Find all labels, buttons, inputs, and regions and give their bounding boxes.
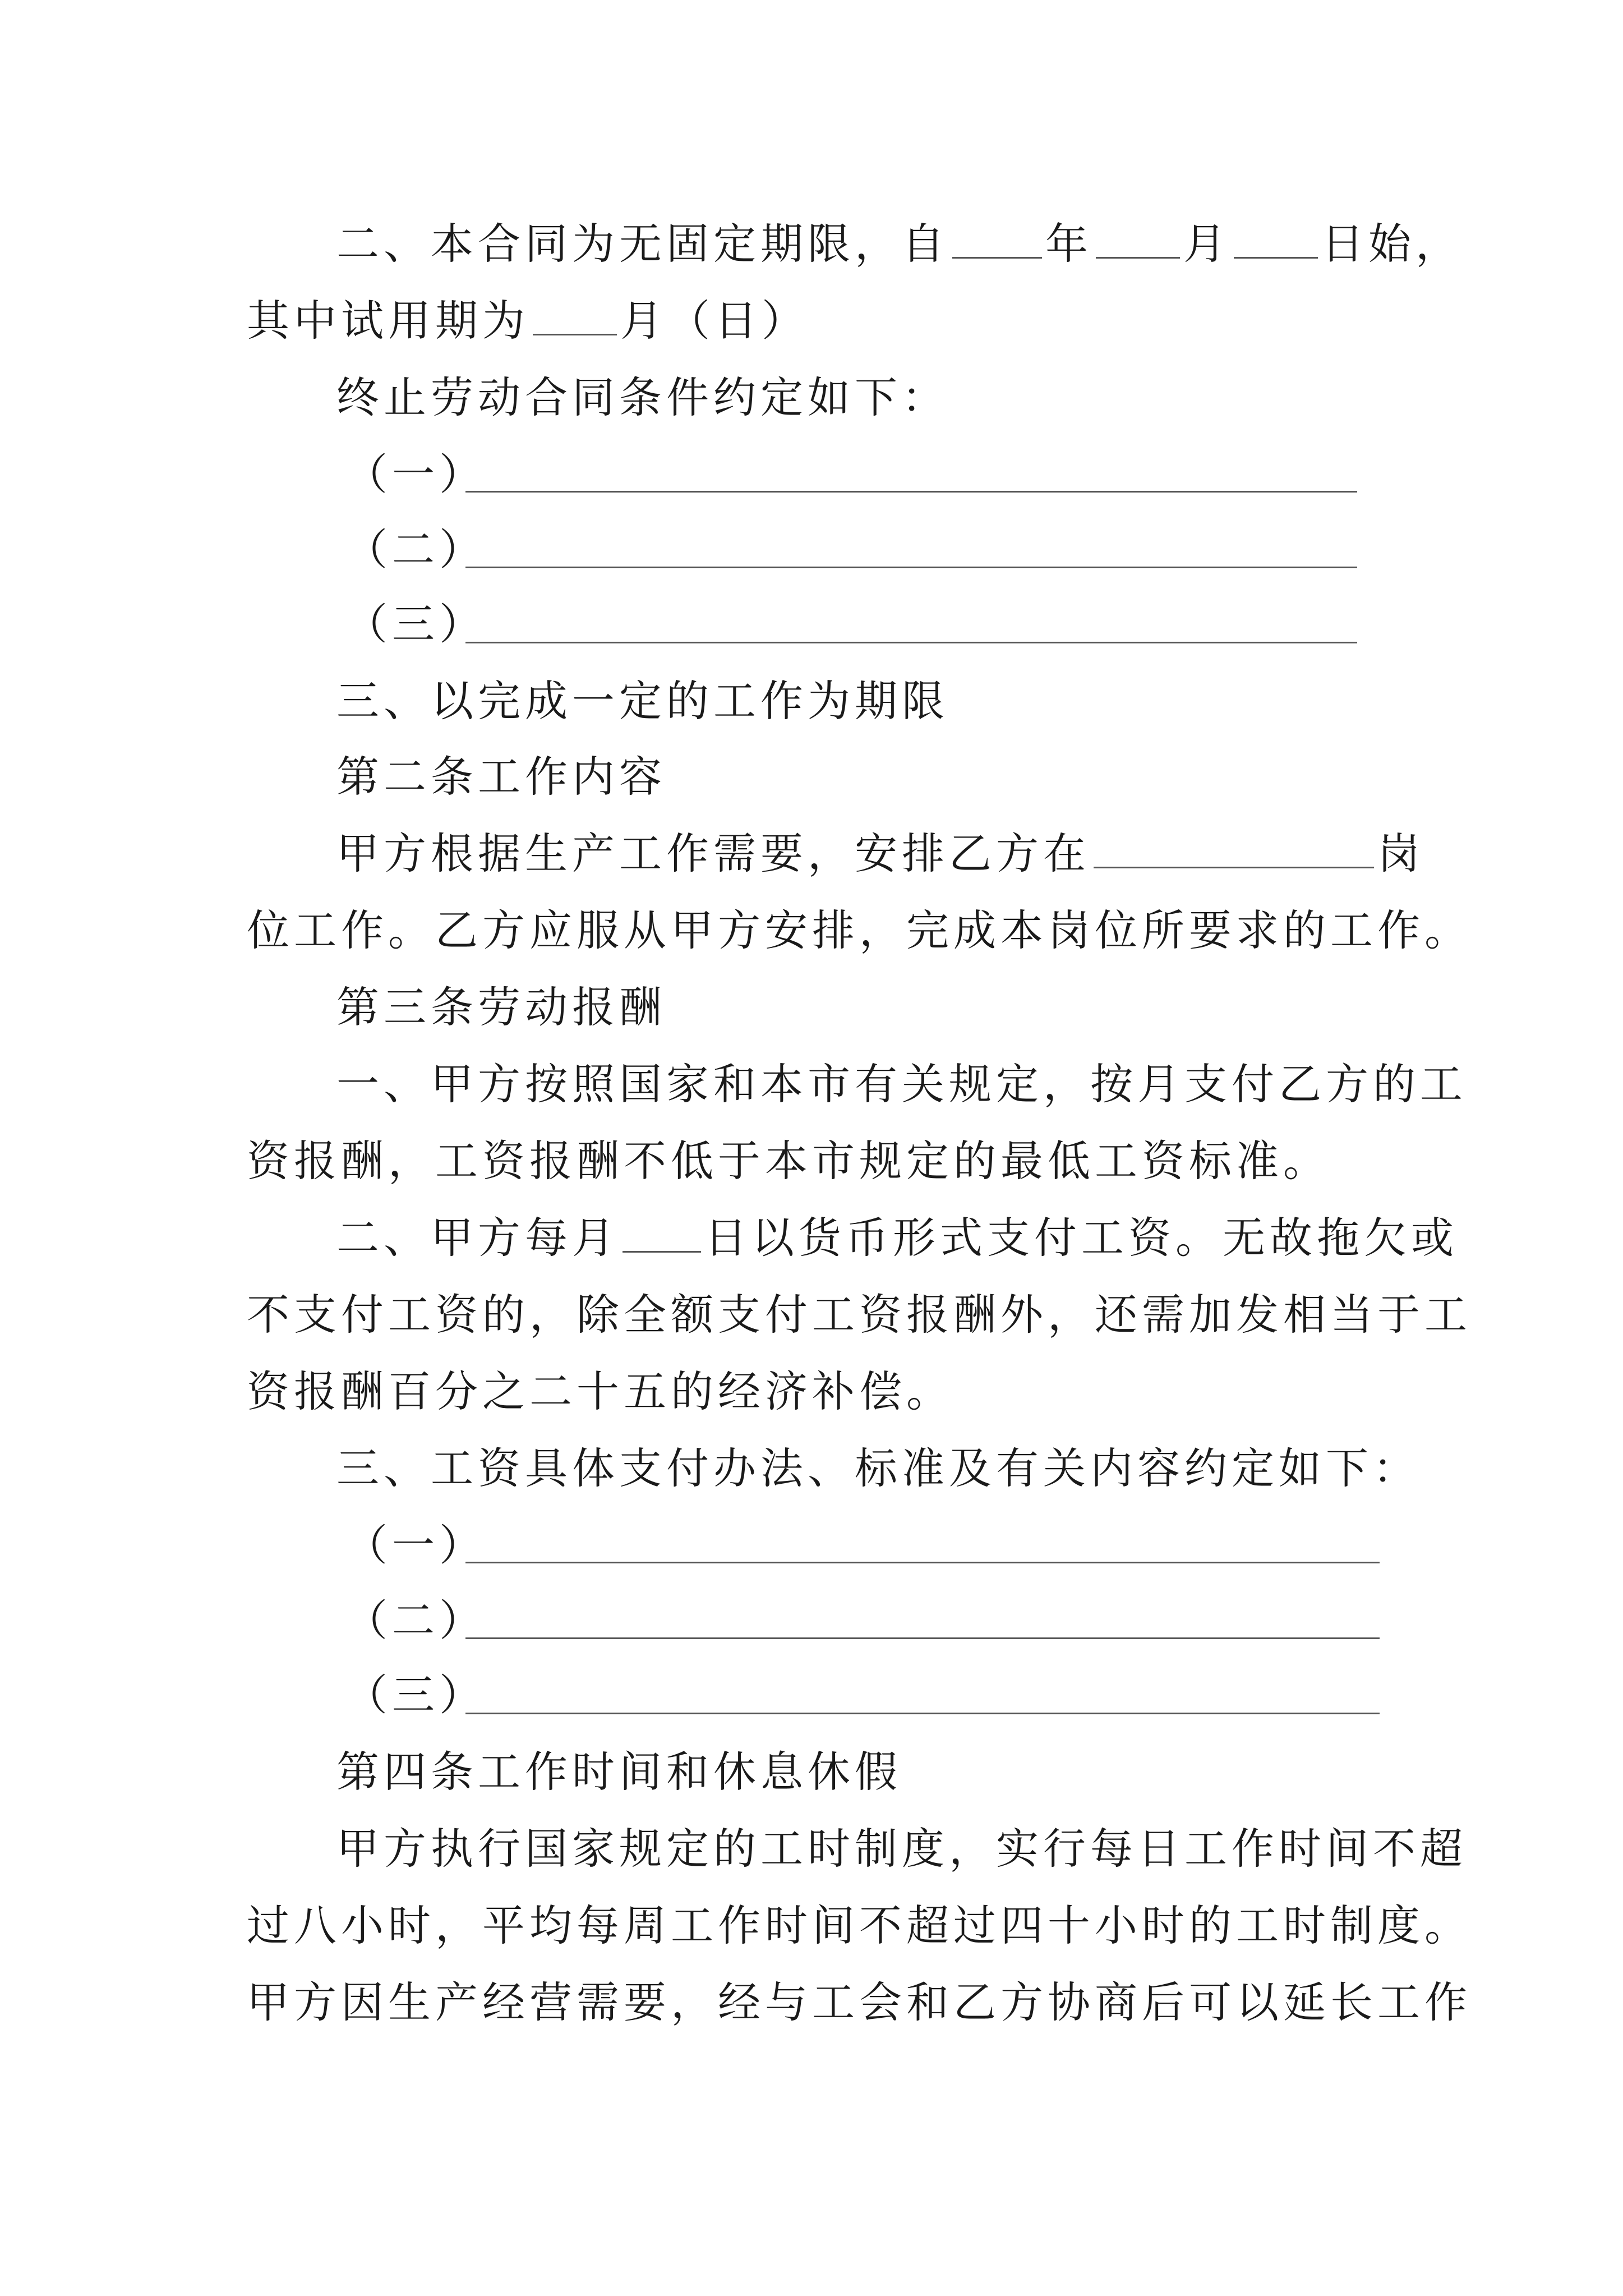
probation-unit: 月（日） (620, 296, 809, 346)
article-3-item-3: 三、工资具体支付办法、标准及有关内容约定如下： (336, 1443, 1420, 1493)
day-blank (1234, 222, 1318, 259)
article-3-item-1-line-2: 资报酬，工资报酬不低于本市规定的最低工资标准。 (247, 1136, 1330, 1186)
month-label: 月 (1183, 219, 1230, 269)
article-2-text-2: 位工作。乙方应服从甲方安排，完成本岗位所要求的工作。 (247, 905, 1472, 955)
termination-item-3-blank (465, 642, 1357, 643)
month-blank (1096, 222, 1180, 259)
article-2-text-b: 岗 (1377, 829, 1424, 878)
termination-item-1: （一） (345, 449, 486, 499)
probation-blank (533, 299, 617, 335)
article-4-text-2: 过八小时，平均每周工作时间不超过四十小时的工时制度。 (247, 1901, 1472, 1950)
article-2-text-1 (336, 823, 1424, 885)
probation-line (247, 290, 809, 352)
article-2-heading: 第二条工作内容 (336, 752, 666, 802)
pay-item-1-blank (465, 1562, 1380, 1563)
article-3-item-2-line-2: 不支付工资的，除全额支付工资报酬外，还需加发相当于工 (247, 1290, 1472, 1340)
clause-task-term: 三、以完成一定的工作为期限 (336, 676, 949, 726)
termination-item-2: （二） (345, 524, 486, 574)
article-3-item-2-line-1 (336, 1207, 1458, 1269)
clause-term-text: 二、本合同为无固定期限，自 (336, 219, 949, 269)
clause-term-line-1 (336, 213, 1463, 275)
position-blank (1094, 832, 1374, 868)
article-4-text-3: 甲方因生产经营需要，经与工会和乙方协商后可以延长工作 (247, 1977, 1472, 2027)
article-3-item-2-text-b: 日以货币形式支付工资。无故拖欠或 (704, 1213, 1458, 1263)
year-label: 年 (1045, 219, 1092, 269)
article-3-item-2-line-3: 资报酬百分之二十五的经济补偿。 (247, 1366, 953, 1416)
termination-item-1-blank (465, 491, 1357, 493)
termination-conditions-heading: 终止劳动合同条件约定如下： (336, 372, 949, 422)
pay-item-2: （二） (345, 1595, 486, 1645)
termination-item-3: （三） (345, 599, 486, 649)
article-2-text-a: 甲方根据生产工作需要，安排乙方在 (336, 829, 1090, 878)
probation-text: 其中试用期为 (247, 296, 529, 346)
pay-item-3-blank (465, 1713, 1380, 1714)
pay-item-3: （三） (345, 1670, 486, 1720)
termination-item-2-blank (465, 567, 1357, 568)
article-4-heading: 第四条工作时间和休息休假 (336, 1747, 902, 1797)
payday-blank (623, 1216, 701, 1253)
article-3-item-1-line-1: 一、甲方按照国家和本市有关规定，按月支付乙方的工 (336, 1059, 1467, 1109)
year-blank (952, 222, 1042, 259)
day-label: 日始， (1321, 219, 1463, 269)
pay-item-2-blank (465, 1637, 1380, 1639)
pay-item-1: （一） (345, 1520, 486, 1570)
article-3-item-2-text-a: 二、甲方每月 (336, 1213, 619, 1263)
article-4-text-1: 甲方执行国家规定的工时制度，实行每日工作时间不超 (336, 1824, 1467, 1874)
article-3-heading: 第三条劳动报酬 (336, 982, 666, 1032)
